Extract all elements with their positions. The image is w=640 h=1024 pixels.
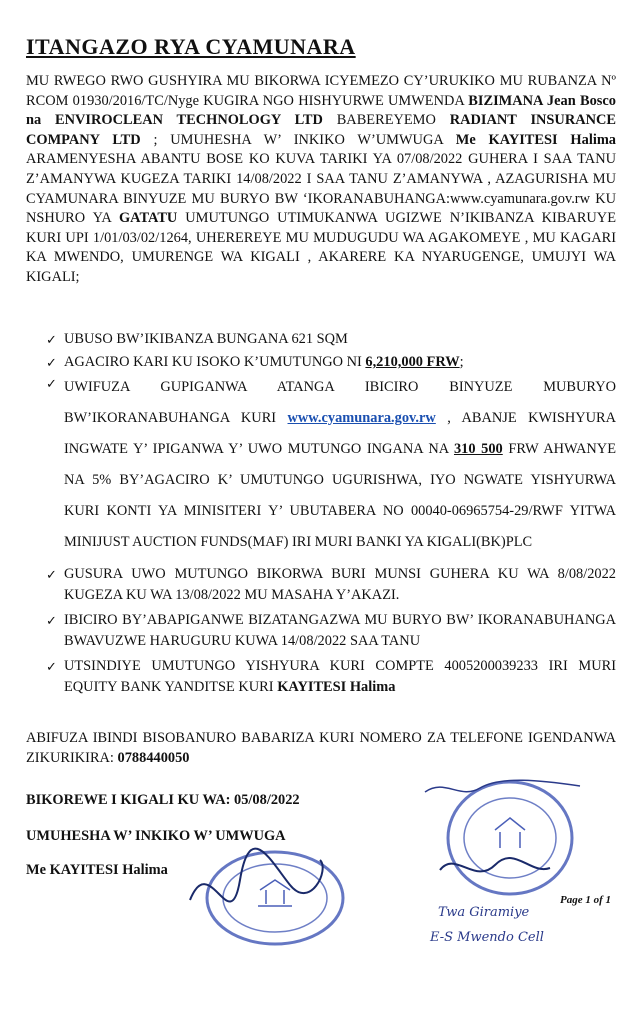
visit-text: GUSURA UWO MUTUNGO BIKORWA BURI MUNSI GUHERA KU WA 8/08/2022 KUGEZA KU WA 13/08/2022 MU MASAHA Y’AKAZI.: [64, 566, 616, 603]
check-icon: ✓: [46, 332, 57, 347]
value-text: AGACIRO KARI KU ISOKO K’UMUTUNGO NI: [64, 354, 366, 370]
intro-text-5: UMUTUNGO UTIMUKANWA UGIZWE N’IKIBANZA KIBARUYE KURI UPI 1/01/03/02/1264, UHEREREYE MU MUDUGUDU WA AGAKOMEYE , MU KAGARI KA MWENDO, UMURENGE WA KIGALI , AKARERE KA NYARUGENGE, UMUJYI WA KIGALI;: [26, 210, 616, 285]
check-icon: ✓: [46, 613, 57, 628]
handwritten-cell: E-S Mwendo Cell: [430, 930, 544, 945]
conditions-list: [46, 330, 616, 698]
page-number: Page 1 of 1: [560, 894, 612, 906]
payment-text: UTSINDIYE UMUTUNGO YISHYURA KURI COMPTE 4005200039233 IRI MURI EQUITY BANK YANDITSE KURI: [64, 658, 616, 695]
bid-text-1: UWIFUZA GUPIGANWA ATANGA IBICIRO BINYUZE MUBURYO BW’IKORANABUHANGA KURI: [64, 379, 616, 426]
list-item-value: [46, 353, 616, 372]
debtor-names: BIZIMANA Jean Bosco na ENVIROCLEAN TECHNOLOGY LTD: [26, 92, 616, 129]
issue-date: BIKOREWE I KIGALI KU WA: 05/08/2022: [26, 792, 300, 808]
handwritten-note: Twa Giramiye: [438, 905, 530, 920]
value-end: ;: [459, 354, 464, 370]
signatory-title: UMUHESHA W’ INKIKO W’ UMWUGA: [26, 828, 286, 844]
list-item-bidding: [46, 372, 616, 558]
list-item-area: [46, 330, 616, 349]
check-icon: ✓: [46, 355, 57, 370]
auction-round: GATATU: [118, 210, 178, 227]
intro-text-2: BABEREYEMO: [322, 112, 450, 129]
auction-website-link[interactable]: www.cyamunara.gov.rw: [287, 410, 436, 426]
signatory-name: Me KAYITESI Halima: [26, 862, 168, 878]
contact-paragraph: [26, 728, 616, 768]
check-icon: ✓: [46, 567, 57, 582]
market-value: 6,210,000 FRW: [365, 354, 460, 370]
intro-text-4: ARAMENYESHA ABANTU BOSE KO KUVA TARIKI YA 07/08/2022 GUHERA I SAA TANU Z’AMANYWA KUGEZA TARIKI 14/08/2022 I SAA TANU Z’AMANYWA , AZAGURISHA MU CYAMUNARA BINYUZE MU BURYO BW ‘IKORANABUHANGA:www.cyamunara.gov.rw KU NSHURO YA: [26, 151, 616, 227]
list-item-results: [46, 610, 616, 652]
list-item-visit: [46, 564, 616, 606]
bailiff-name: Me KAYITESI Halima: [455, 131, 616, 148]
results-text: IBICIRO BY’ABAPIGANWE BIZATANGAZWA MU BURYO BW’ IKORANABUHANGA BWAVUZWE HARUGURU KUWA 14/08/2022 SAA TANU: [64, 612, 616, 649]
check-icon: ✓: [46, 376, 57, 391]
account-holder: KAYITESI Halima: [277, 679, 396, 695]
contact-phone: 0788440050: [117, 750, 190, 766]
check-icon: ✓: [46, 659, 57, 674]
list-item-payment: [46, 656, 616, 698]
bid-text-3: FRW AHWANYE NA 5% BY’AGACIRO K’ UMUTUNGO UGURISHWA, IYO NGWATE YISHYURWA KURI KONTI YA MINISITERI Y’ UBUTABERA NO 00040-06965754-29/RWF YITWA MINIJUST AUCTION FUNDS(MAF) IRI MURI BANKI YA KIGALI(BK)PLC: [64, 441, 616, 550]
area-text: UBUSO BW’IKIBANZA BUNGANA 621 SQM: [64, 331, 348, 347]
deposit-amount: 310 500: [453, 441, 503, 457]
contact-text: ABIFUZA IBINDI BISOBANURO BABARIZA KURI NOMERO ZA TELEFONE IGENDANWA ZIKURIKIRA:: [26, 730, 616, 766]
bailiff-stamp-icon: [180, 840, 350, 950]
bid-text-2: , ABANJE KWISHYURA INGWATE Y’ IPIGANWA Y’ UWO MUTUNGO INGANA NA: [64, 410, 617, 457]
page-title: ITANGAZO RYA CYAMUNARA: [26, 34, 356, 59]
intro-text-1: MU RWEGO RWO GUSHYIRA MU BIKORWA ICYEMEZO CY’URUKIKO MU RUBANZA Nº RCOM 01930/2016/TC/Nyge KUGIRA NGO HISHYURWE UMWENDA: [26, 73, 616, 109]
creditor-name: RADIANT INSURANCE COMPANY LTD: [26, 112, 616, 148]
intro-text-3: ; UMUHESHA W’ INKIKO W’UMWUGA: [140, 131, 456, 148]
village-stamp-icon: [420, 770, 590, 900]
intro-paragraph: [26, 72, 616, 288]
